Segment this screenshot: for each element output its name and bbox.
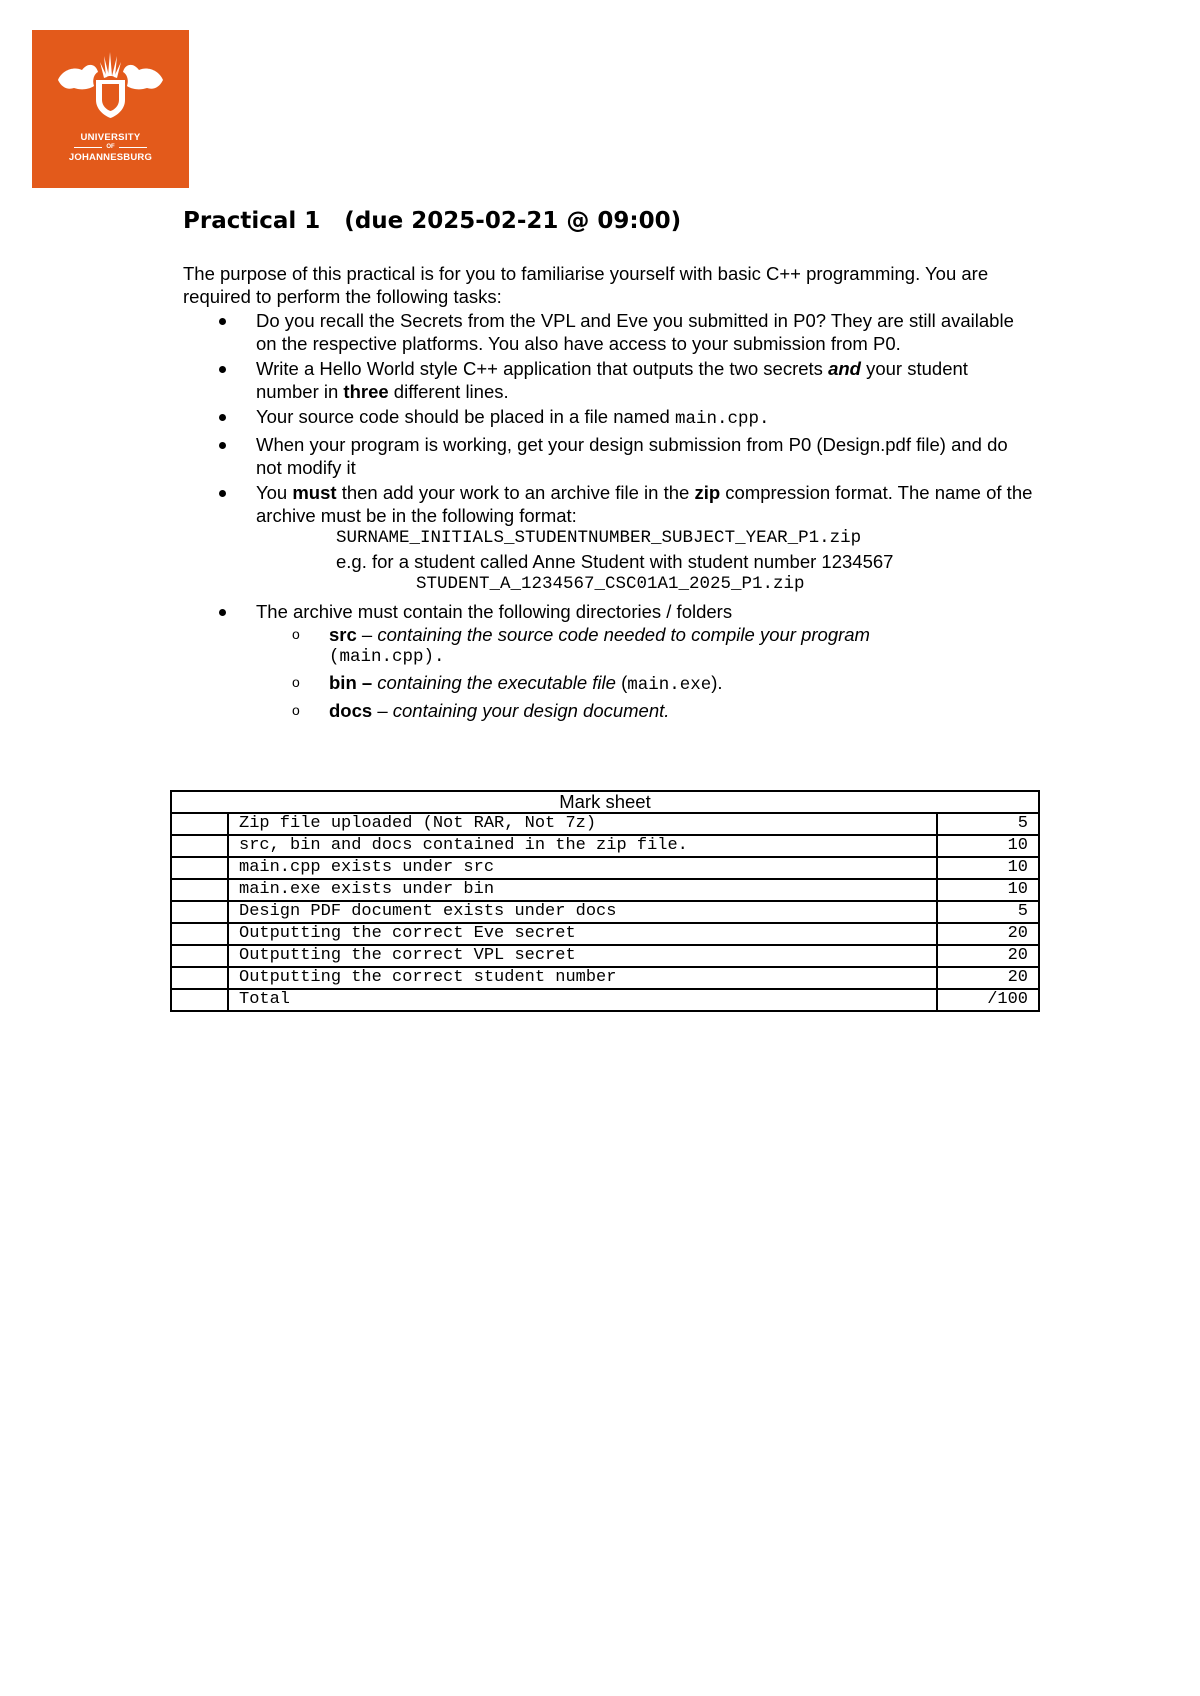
task-item [183, 433, 1033, 479]
table-row [171, 923, 1039, 945]
criterion-cell: main.cpp exists under src [228, 857, 937, 879]
criterion-cell: Design PDF document exists under docs [228, 901, 937, 923]
blank-cell [171, 901, 228, 923]
folder-list [256, 623, 1033, 722]
mark-sheet-table [170, 790, 1040, 1012]
emphasis-and: and [828, 358, 861, 379]
total-label: Total [228, 989, 937, 1011]
table-row [171, 967, 1039, 989]
task-text: Do you recall the Secrets from the VPL and Eve you submitted in P0? They are still available on the respective platforms. You also have access to your submission from P0. [256, 310, 1014, 354]
table-row [171, 813, 1039, 835]
folder-name: docs [329, 700, 373, 721]
task-text: then add your work to an archive file in the [336, 482, 695, 503]
blank-cell [171, 813, 228, 835]
folder-item-src [256, 623, 1033, 669]
folder-name: bin – [329, 672, 373, 693]
emphasis-zip: zip [694, 482, 721, 503]
criterion-cell: main.exe exists under bin [228, 879, 937, 901]
total-mark: /100 [937, 989, 1039, 1011]
folder-item-docs [256, 699, 1033, 722]
mark-cell: 20 [937, 945, 1039, 967]
criterion-cell: Zip file uploaded (Not RAR, Not 7z) [228, 813, 937, 835]
emphasis-must: must [292, 482, 337, 503]
task-list [183, 309, 1033, 722]
criterion-cell: Outputting the correct Eve secret [228, 923, 937, 945]
task-text: Your source code should be placed in a file named [256, 406, 675, 427]
task-text: When your program is working, get your design submission from P0 (Design.pdf file) and do not modify it [256, 434, 1008, 478]
task-item [183, 309, 1033, 355]
criterion-cell: Outputting the correct VPL secret [228, 945, 937, 967]
logo-text-johannesburg: JOHANNESBURG [68, 152, 153, 163]
mark-cell: 10 [937, 857, 1039, 879]
table-row [171, 879, 1039, 901]
blank-cell [171, 857, 228, 879]
task-text: The archive must contain the following directories / folders [256, 601, 733, 622]
archive-example-caption: e.g. for a student called Anne Student with student number 1234567 [336, 551, 894, 572]
bullet-icon [219, 609, 226, 616]
filename-main-exe: main.exe [627, 675, 712, 695]
mark-sheet-heading: Mark sheet [171, 791, 1039, 813]
archive-name-example: STUDENT_A_1234567_CSC01A1_2025_P1.zip [416, 574, 805, 594]
blank-cell [171, 945, 228, 967]
task-text: your student number in [256, 358, 968, 402]
mark-cell: 10 [937, 879, 1039, 901]
table-row [171, 945, 1039, 967]
logo-text-of: OF [106, 144, 115, 150]
blank-cell [171, 879, 228, 901]
mark-cell: 10 [937, 835, 1039, 857]
table-row [171, 901, 1039, 923]
task-item [183, 600, 1033, 722]
dash: – [372, 700, 393, 721]
task-text: different lines. [388, 381, 509, 402]
bullet-icon [219, 318, 226, 325]
task-text: compression format. The name of the archive must be in the following format: [256, 482, 1033, 526]
task-item [183, 481, 1033, 596]
table-row [171, 835, 1039, 857]
blank-cell [171, 923, 228, 945]
task-item [183, 357, 1033, 403]
filename-main-cpp: (main.cpp). [329, 647, 445, 667]
task-text: Write a Hello World style C++ application that outputs the two secrets [256, 358, 829, 379]
paren: ( [615, 672, 628, 693]
table-row [171, 857, 1039, 879]
circle-bullet-icon: o [292, 626, 300, 642]
total-row [171, 989, 1039, 1011]
university-logo [32, 30, 189, 188]
circle-bullet-icon: o [292, 702, 300, 718]
task-item [183, 405, 1033, 431]
blank-cell [171, 835, 228, 857]
mark-sheet-header-row [171, 791, 1039, 813]
folder-item-bin [256, 671, 1033, 697]
circle-bullet-icon: o [292, 674, 300, 690]
paren: ). [711, 672, 723, 693]
intro-paragraph: The purpose of this practical is for you to familiarise yourself with basic C++ programming. You are required to perform the following tasks: [183, 263, 989, 307]
document-body [183, 262, 1033, 724]
emphasis-three: three [343, 381, 389, 402]
archive-name-format: SURNAME_INITIALS_STUDENTNUMBER_SUBJECT_YEAR_P1.zip [336, 528, 862, 548]
filename-main-cpp: main.cpp. [674, 409, 770, 429]
mark-cell: 20 [937, 923, 1039, 945]
folder-description: containing the executable file [372, 672, 616, 693]
dash: – [356, 624, 378, 645]
criterion-cell: Outputting the correct student number [228, 967, 937, 989]
bullet-icon [219, 414, 226, 421]
folder-description: containing your design document. [392, 700, 670, 721]
folder-description: containing the source code needed to compile your program [377, 624, 870, 645]
mark-cell: 20 [937, 967, 1039, 989]
criterion-cell: src, bin and docs contained in the zip file. [228, 835, 937, 857]
bullet-icon [219, 366, 226, 373]
mark-cell: 5 [937, 813, 1039, 835]
logo-text-university: UNIVERSITY [80, 132, 141, 143]
folder-name: src [329, 624, 357, 645]
task-text: You [256, 482, 293, 503]
page-title: Practical 1 (due 2025-02-21 @ 09:00) [183, 208, 682, 234]
blank-cell [171, 967, 228, 989]
crest-icon [54, 50, 167, 130]
bullet-icon [219, 490, 226, 497]
mark-cell: 5 [937, 901, 1039, 923]
bullet-icon [219, 442, 226, 449]
blank-cell [171, 989, 228, 1011]
logo-rule-right [119, 147, 147, 148]
